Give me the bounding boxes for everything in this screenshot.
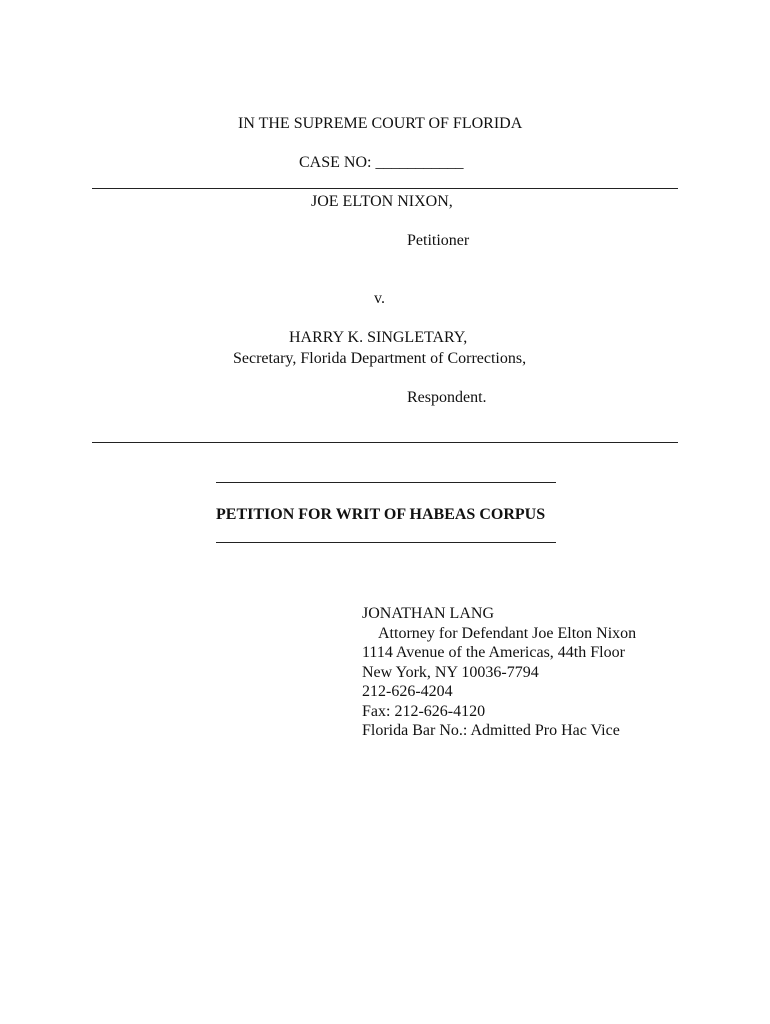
court-title: IN THE SUPREME COURT OF FLORIDA: [238, 115, 523, 132]
attorney-role: Attorney for Defendant Joe Elton Nixon: [378, 625, 637, 642]
document-heading: PETITION FOR WRIT OF HABEAS CORPUS: [216, 506, 546, 523]
heading-bottom-rule: [216, 542, 556, 543]
versus: v.: [374, 290, 385, 307]
case-number: [299, 154, 463, 172]
attorney-address-line2: New York, NY 10036-7794: [362, 664, 539, 681]
petitioner-name: JOE ELTON NIXON,: [311, 193, 453, 210]
caption-bottom-rule: [92, 442, 678, 443]
respondent-name: HARRY K. SINGLETARY,: [289, 329, 468, 346]
attorney-address-line1: 1114 Avenue of the Americas, 44th Floor: [362, 644, 625, 661]
respondent-role: Respondent.: [407, 389, 487, 406]
attorney-bar-number: Florida Bar No.: Admitted Pro Hac Vice: [362, 722, 620, 739]
attorney-phone: 212-626-4204: [362, 683, 453, 700]
heading-top-rule: [216, 482, 556, 483]
respondent-title: Secretary, Florida Department of Corrections,: [233, 350, 527, 367]
petitioner-role: Petitioner: [407, 232, 470, 249]
attorney-name: JONATHAN LANG: [362, 605, 494, 622]
attorney-fax: Fax: 212-626-4120: [362, 703, 486, 720]
case-number-value: ___________: [375, 154, 464, 171]
caption-top-rule: [92, 188, 678, 189]
case-number-label: CASE NO:: [299, 154, 376, 171]
